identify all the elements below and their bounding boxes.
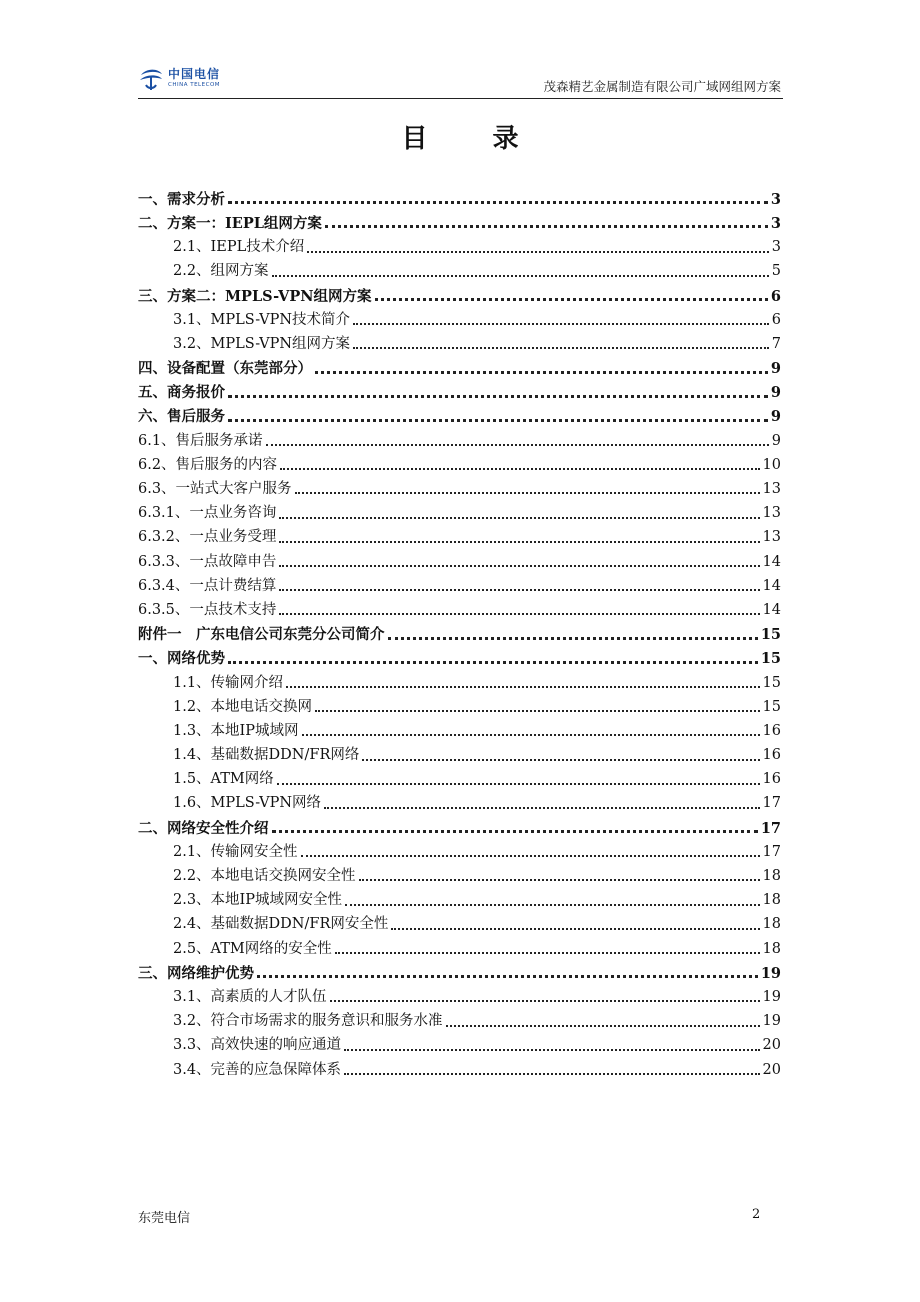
toc-entry[interactable] xyxy=(138,1055,781,1079)
toc-entry-title: 2.1、IEPL技术介绍 xyxy=(173,239,305,256)
toc-entry[interactable] xyxy=(138,184,781,208)
page-title: 目 录 xyxy=(401,124,547,154)
toc-entry[interactable] xyxy=(138,716,781,740)
table-of-contents xyxy=(138,184,781,1079)
toc-entry-title: 三、网络维护优势 xyxy=(138,964,254,982)
toc-entry-title: 6.3.1、一点业务咨询 xyxy=(138,505,277,522)
toc-entry[interactable] xyxy=(138,861,781,885)
toc-entry-title: 2.3、本地IP城域网安全性 xyxy=(173,892,343,909)
toc-dot-leader xyxy=(266,444,769,446)
toc-entry-page: 16 xyxy=(762,722,781,739)
toc-entry-title: 3.3、高效快速的响应通道 xyxy=(173,1037,342,1054)
toc-entry-title: 附件一 广东电信公司东莞分公司简介 xyxy=(138,626,385,644)
toc-dot-leader xyxy=(353,323,769,325)
toc-dot-leader xyxy=(279,565,759,567)
toc-entry-page: 16 xyxy=(762,771,781,788)
toc-entry-title: 1.6、MPLS-VPN网络 xyxy=(173,795,322,812)
toc-entry-title: 二、方案一：IEPL组网方案 xyxy=(138,214,322,232)
toc-dot-leader xyxy=(330,1000,760,1002)
toc-dot-leader xyxy=(362,759,759,761)
toc-dot-leader xyxy=(228,419,768,422)
toc-entry-page: 5 xyxy=(771,263,781,280)
page-header xyxy=(138,58,783,99)
toc-dot-leader xyxy=(315,710,759,712)
toc-entry-title: 2.4、基础数据DDN/FR网安全性 xyxy=(173,916,389,933)
toc-entry[interactable] xyxy=(138,498,781,522)
toc-entry-page: 15 xyxy=(762,674,781,691)
toc-dot-leader xyxy=(391,928,759,930)
toc-entry[interactable] xyxy=(138,474,781,498)
toc-entry-title: 3.2、符合市场需求的服务意识和服务水准 xyxy=(173,1013,443,1030)
toc-dot-leader xyxy=(325,225,768,228)
toc-entry[interactable] xyxy=(138,378,781,402)
toc-entry-page: 3 xyxy=(770,214,781,232)
toc-entry[interactable] xyxy=(138,547,781,571)
toc-entry-title: 6.3.5、一点技术支持 xyxy=(138,601,277,618)
toc-entry-title: 四、设备配置（东莞部分） xyxy=(138,360,312,378)
toc-entry-page: 18 xyxy=(762,916,781,933)
toc-entry[interactable] xyxy=(138,571,781,595)
toc-entry[interactable] xyxy=(138,813,781,837)
toc-entry[interactable] xyxy=(138,644,781,668)
footer-page-number: 2 xyxy=(752,1207,761,1222)
toc-entry-title: 五、商务报价 xyxy=(138,384,225,402)
toc-entry[interactable] xyxy=(138,595,781,619)
logo-text-cn: 中国电信 xyxy=(168,66,221,81)
toc-entry[interactable] xyxy=(138,426,781,450)
toc-entry-title: 三、方案二：MPLS-VPN组网方案 xyxy=(138,287,372,305)
toc-entry[interactable] xyxy=(138,232,781,256)
toc-entry-page: 3 xyxy=(771,239,781,256)
toc-entry-title: 一、网络优势 xyxy=(138,650,225,668)
toc-entry-page: 9 xyxy=(771,432,781,449)
toc-dot-leader xyxy=(228,395,768,398)
toc-dot-leader xyxy=(286,686,759,688)
toc-entry-title: 6.3、一站式大客户服务 xyxy=(138,481,292,498)
toc-entry-page: 14 xyxy=(762,601,781,618)
toc-entry-page: 17 xyxy=(760,819,781,837)
toc-entry-title: 3.1、MPLS-VPN技术简介 xyxy=(173,311,351,328)
toc-entry[interactable] xyxy=(138,668,781,692)
toc-entry[interactable] xyxy=(138,692,781,716)
toc-entry-title: 一、需求分析 xyxy=(138,190,225,208)
toc-entry-page: 19 xyxy=(762,988,781,1005)
logo-text-en: CHINA TELECOM xyxy=(168,81,221,88)
toc-dot-leader xyxy=(375,298,768,301)
toc-entry-page: 13 xyxy=(762,481,781,498)
toc-entry[interactable] xyxy=(138,619,781,643)
toc-entry-title: 2.2、组网方案 xyxy=(173,263,269,280)
toc-entry[interactable] xyxy=(138,885,781,909)
toc-entry-page: 18 xyxy=(762,892,781,909)
toc-dot-leader xyxy=(359,879,760,881)
toc-entry-page: 20 xyxy=(762,1037,781,1054)
toc-entry[interactable] xyxy=(138,958,781,982)
toc-dot-leader xyxy=(302,734,760,736)
toc-entry-page: 15 xyxy=(760,650,781,668)
toc-entry[interactable] xyxy=(138,329,781,353)
toc-entry-title: 2.1、传输网安全性 xyxy=(173,843,298,860)
toc-entry-page: 9 xyxy=(770,360,781,378)
toc-entry[interactable] xyxy=(138,789,781,813)
toc-entry[interactable] xyxy=(138,305,781,329)
toc-dot-leader xyxy=(228,661,758,664)
toc-entry[interactable] xyxy=(138,765,781,789)
toc-dot-leader xyxy=(280,468,759,470)
toc-dot-leader xyxy=(335,952,760,954)
toc-entry[interactable] xyxy=(138,837,781,861)
toc-entry-title: 6.3.2、一点业务受理 xyxy=(138,529,277,546)
logo-wordmark xyxy=(168,68,220,89)
china-telecom-swirl-icon xyxy=(138,65,164,91)
toc-dot-leader xyxy=(279,541,759,543)
toc-entry-page: 17 xyxy=(762,795,781,812)
toc-entry-title: 6.3.3、一点故障申告 xyxy=(138,553,277,570)
toc-dot-leader xyxy=(228,201,768,204)
toc-dot-leader xyxy=(277,783,760,785)
toc-entry-page: 13 xyxy=(762,505,781,522)
toc-dot-leader xyxy=(344,1073,759,1075)
toc-entry-page: 14 xyxy=(762,577,781,594)
toc-entry-title: 6.1、售后服务承诺 xyxy=(138,432,263,449)
toc-entry[interactable] xyxy=(138,353,781,377)
toc-dot-leader xyxy=(353,347,769,349)
toc-entry-title: 二、网络安全性介绍 xyxy=(138,819,269,837)
toc-entry-title: 3.4、完善的应急保障体系 xyxy=(173,1061,342,1078)
toc-entry[interactable] xyxy=(138,450,781,474)
toc-dot-leader xyxy=(257,975,758,978)
toc-entry-page: 13 xyxy=(762,529,781,546)
toc-entry[interactable] xyxy=(138,523,781,547)
toc-entry[interactable] xyxy=(138,1031,781,1055)
toc-entry[interactable] xyxy=(138,982,781,1006)
china-telecom-logo xyxy=(138,62,220,94)
toc-dot-leader xyxy=(301,855,760,857)
toc-dot-leader xyxy=(307,251,769,253)
toc-dot-leader xyxy=(345,904,760,906)
toc-entry-title: 1.4、基础数据DDN/FR网络 xyxy=(173,747,360,764)
toc-entry-page: 16 xyxy=(762,747,781,764)
toc-entry-page: 15 xyxy=(762,698,781,715)
toc-entry[interactable] xyxy=(138,934,781,958)
toc-entry-page: 19 xyxy=(760,964,781,982)
toc-entry-page: 19 xyxy=(762,1013,781,1030)
toc-entry-title: 1.5、ATM网络 xyxy=(173,771,274,788)
toc-entry-title: 3.2、MPLS-VPN组网方案 xyxy=(173,335,351,352)
toc-entry-page: 9 xyxy=(770,384,781,402)
toc-entry-page: 20 xyxy=(762,1061,781,1078)
toc-entry-title: 1.1、传输网介绍 xyxy=(173,674,284,691)
toc-entry-page: 18 xyxy=(762,940,781,957)
toc-entry-page: 3 xyxy=(770,190,781,208)
toc-entry-title: 2.5、ATM网络的安全性 xyxy=(173,940,332,957)
toc-dot-leader xyxy=(344,1049,759,1051)
toc-dot-leader xyxy=(279,589,759,591)
toc-entry[interactable] xyxy=(138,281,781,305)
toc-entry-page: 17 xyxy=(762,843,781,860)
toc-dot-leader xyxy=(324,807,760,809)
toc-entry[interactable] xyxy=(138,1006,781,1030)
toc-entry[interactable] xyxy=(138,257,781,281)
toc-entry-title: 6.2、售后服务的内容 xyxy=(138,456,278,473)
toc-dot-leader xyxy=(272,275,769,277)
toc-entry-page: 10 xyxy=(762,456,781,473)
toc-entry-page: 9 xyxy=(770,408,781,426)
toc-entry[interactable] xyxy=(138,402,781,426)
toc-entry[interactable] xyxy=(138,740,781,764)
toc-entry-title: 6.3.4、一点计费结算 xyxy=(138,577,277,594)
toc-dot-leader xyxy=(446,1025,760,1027)
toc-dot-leader xyxy=(272,830,758,833)
toc-entry-page: 6 xyxy=(770,287,781,305)
header-document-title: 茂森精艺金属制造有限公司广域网组网方案 xyxy=(543,79,781,94)
toc-entry[interactable] xyxy=(138,208,781,232)
toc-entry-title: 1.2、本地电话交换网 xyxy=(173,698,313,715)
toc-dot-leader xyxy=(388,637,758,640)
toc-entry-page: 18 xyxy=(762,868,781,885)
toc-dot-leader xyxy=(279,517,759,519)
toc-entry-title: 2.2、本地电话交换网安全性 xyxy=(173,868,356,885)
toc-entry-page: 7 xyxy=(771,335,781,352)
toc-entry-title: 六、售后服务 xyxy=(138,408,225,426)
toc-entry-title: 3.1、高素质的人才队伍 xyxy=(173,988,327,1005)
toc-entry-page: 6 xyxy=(771,311,781,328)
toc-entry-page: 15 xyxy=(760,626,781,644)
toc-entry[interactable] xyxy=(138,910,781,934)
toc-dot-leader xyxy=(279,613,759,615)
toc-dot-leader xyxy=(315,371,768,374)
footer-company: 东莞电信 xyxy=(138,1211,191,1226)
toc-entry-page: 14 xyxy=(762,553,781,570)
toc-entry-title: 1.3、本地IP城域网 xyxy=(173,722,299,739)
toc-dot-leader xyxy=(295,492,760,494)
